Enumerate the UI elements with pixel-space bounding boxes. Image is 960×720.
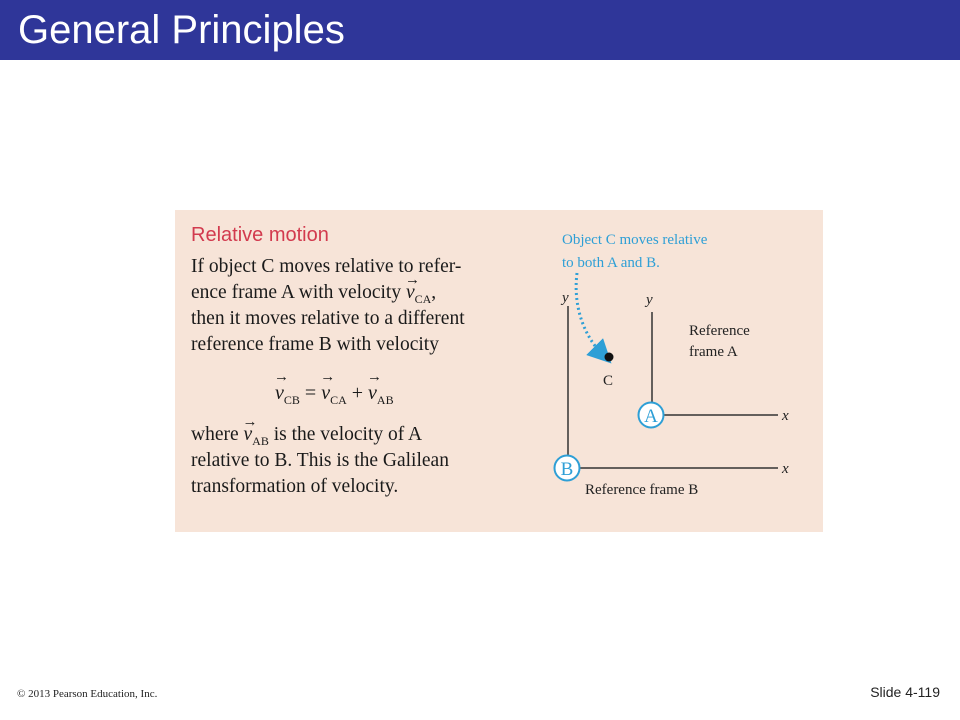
line5-prefix: where: [191, 424, 244, 445]
object-c-dot: [605, 353, 614, 362]
frame-b-y-label: y: [562, 290, 569, 306]
motion-arrow: [576, 273, 603, 355]
vector-symbol: v: [321, 382, 331, 404]
frame-a-y-label: y: [646, 292, 653, 308]
vector-symbol: v: [368, 382, 377, 404]
vector-symbol: v: [243, 424, 253, 445]
object-c-label: C: [603, 373, 614, 389]
note-line-2: to both A and B.: [562, 255, 660, 271]
vector-symbol: v: [275, 382, 284, 404]
subscript-ca: CA: [414, 291, 432, 306]
title-bar: [0, 0, 960, 60]
line5-suffix: is the velocity of A: [268, 424, 423, 445]
box-heading: Relative motion: [191, 224, 329, 246]
subscript-ab: AB: [252, 433, 269, 448]
comma: ,: [431, 282, 437, 303]
frame-a-x-label: x: [782, 408, 789, 424]
relative-motion-box: [175, 210, 823, 532]
reference-frames-diagram: [175, 210, 823, 532]
plus-sign: +: [346, 382, 369, 404]
line3-text: then it moves relative to a different: [191, 308, 465, 329]
slide-title: General Principles: [18, 8, 345, 52]
slide-number: Slide 4-119: [870, 684, 940, 700]
note-line-1: Object C moves relative: [562, 232, 708, 248]
subscript-ca: CA: [330, 393, 347, 407]
subscript-cb: CB: [283, 393, 300, 407]
frame-b-caption: Reference frame B: [585, 482, 699, 498]
origin-b-label: B: [560, 459, 574, 480]
line1-text: If object C moves relative to refer-: [191, 256, 462, 277]
frame-b-x-label: x: [782, 461, 789, 477]
frame-a-caption-line-1: Reference: [689, 323, 750, 339]
line6-text: relative to B. This is the Galilean: [191, 450, 449, 471]
equals-sign: =: [299, 382, 322, 404]
origin-a-label: A: [644, 406, 658, 427]
frame-a-caption-line-2: frame A: [689, 344, 738, 360]
vector-symbol: v: [405, 282, 415, 303]
copyright-footer: © 2013 Pearson Education, Inc.: [17, 688, 158, 700]
line7-text: transformation of velocity.: [191, 476, 399, 497]
line2-text: ence frame A with velocity: [191, 282, 406, 303]
line4-text: reference frame B with velocity: [191, 334, 439, 355]
subscript-ab: AB: [376, 393, 394, 407]
